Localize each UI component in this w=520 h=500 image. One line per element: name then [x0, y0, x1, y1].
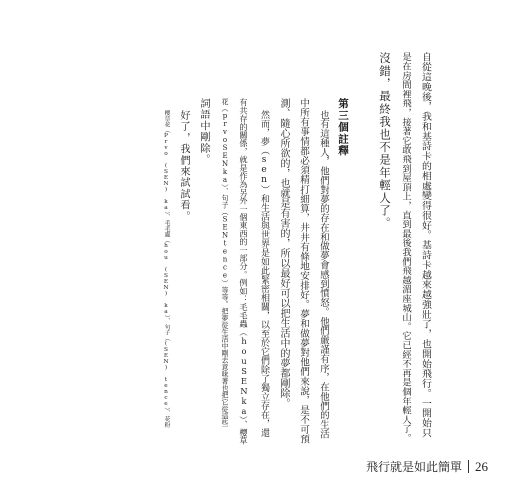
prev-text-line-2: 是在房間裡飛，接著它敢飛到屋頂上，直到最後我們飛越湄座城山。它已經不再是個年輕人了。	[400, 52, 411, 443]
page-footer	[366, 458, 488, 475]
section-heading: 第三個註釋	[337, 98, 349, 157]
running-title: 飛行就是如此簡單	[365, 460, 462, 474]
paragraph-line-6: 花（prvoSENka）、句子（SENtence）等等。把夢從生活中剛去意味著也把它從這些	[221, 98, 229, 427]
paragraph-line-2: 中所有事情都必須精打細算，井井有條地安排好。夢和做夢對他們來說，是不可預	[298, 98, 309, 444]
paragraph-line-7: 詞語中剛除。	[198, 98, 209, 166]
paragraph-line-3: 測、隨心所欲的，也就是有害的，所以最好可以把生活中的夢都剛除。	[278, 98, 289, 408]
paragraph-line-5: 有共存的關係，就是作為另外一個東西的一部分。例如：毛毛蟲（houSENka）、櫻草	[239, 98, 249, 445]
paragraph-line-4: 然而，夢（sen）和生活與世界是如此緊密相關，以至於它們除了獨立存在，還	[259, 110, 269, 437]
paragraph-line-1: 也有這種人，他們對夢的存在和做夢會感到憤怒。他們嚴謹有序，在他們的生活	[318, 110, 329, 439]
footer-divider	[468, 460, 469, 473]
paragraph-line-9: 櫻草花（Prvo (SEN) ka）、毛毛蟲（hou (SEN) ka）、句子（(SEN) tence）、花粉	[163, 110, 169, 428]
prev-text-line-1: 自從這晚後，我和基詩卡的相處變得很好。基詩卡越來越強壯了，也開始飛行。一開始只	[420, 52, 431, 438]
paragraph-line-8: 好了，我們來試試看。	[178, 110, 189, 222]
prev-text-line-3: 沒錯，最終我也不是年輕人了。	[378, 52, 392, 230]
page-number: 26	[475, 458, 488, 474]
